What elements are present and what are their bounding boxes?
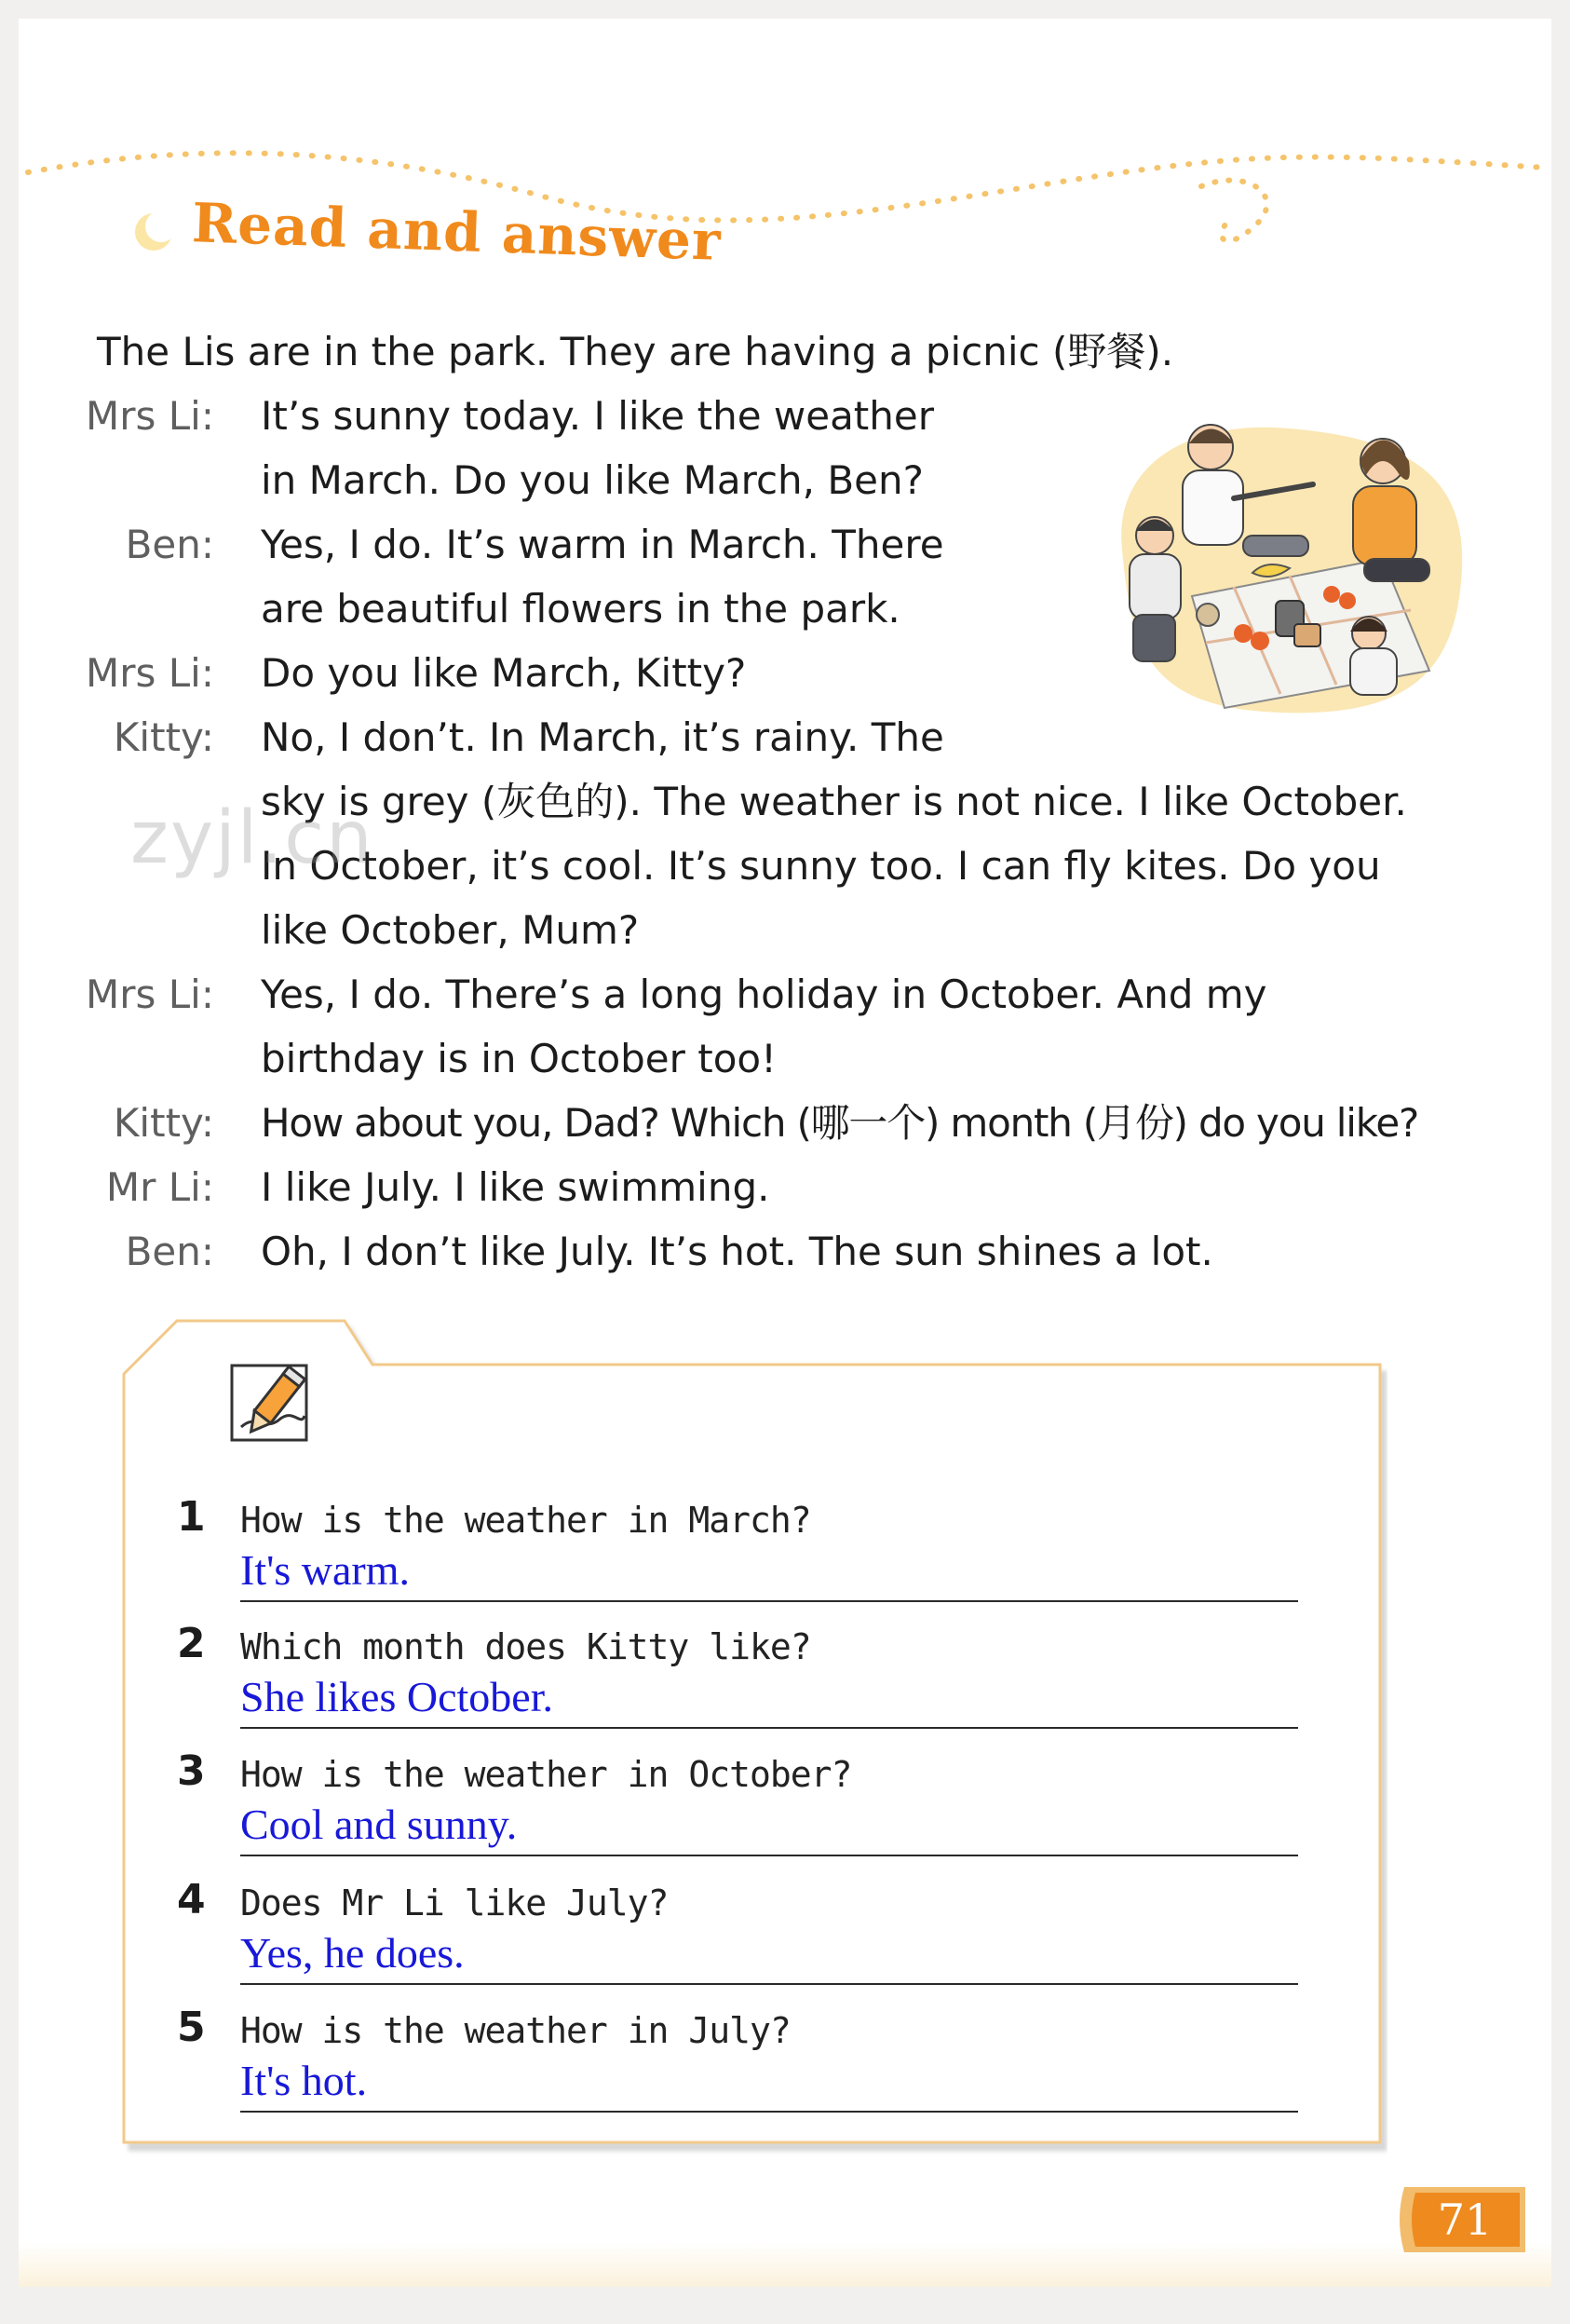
speaker-label: Mrs Li: (86, 650, 214, 696)
speaker-label: Mrs Li: (86, 393, 214, 439)
answer-text: It's warm. (240, 1546, 411, 1594)
answer-line (240, 1600, 1298, 1602)
question-text: How is the weather in July? (240, 2010, 791, 2051)
watermark: zyjl.cn (130, 796, 374, 880)
question-number: 3 (177, 1747, 206, 1795)
speech-text: sky is grey (灰色的). The weather is not nice. I like October. (261, 779, 1407, 824)
speech-text: How about you, Dad? Which (哪一个) month (月份) do you like? (261, 1100, 1419, 1146)
dialogue-line (74, 1091, 1509, 1155)
answer-text: Cool and sunny. (240, 1801, 518, 1848)
pencil-writing-icon (228, 1362, 314, 1447)
answer-line (240, 1983, 1298, 1985)
answer-text: It's hot. (240, 2057, 368, 2104)
question-text: How is the weather in March? (240, 1500, 811, 1541)
question-number: 4 (177, 1876, 206, 1923)
speech-text: No, I don’t. In March, it’s rainy. The (261, 714, 944, 760)
dialogue-line (74, 1026, 1509, 1091)
speech-text: like October, Mum? (261, 907, 640, 953)
textbook-page (19, 19, 1551, 2287)
section-title: Read and answer (190, 191, 723, 273)
page-number: 71 (1437, 2195, 1493, 2245)
speech-text: Oh, I don’t like July. It’s hot. The sun shines a lot. (261, 1229, 1213, 1274)
question-text: How is the weather in October? (240, 1754, 852, 1795)
family-picnic-illustration (1103, 410, 1476, 727)
dialogue-line (74, 1219, 1509, 1284)
dialogue-line (74, 769, 1509, 834)
speaker-label: Mrs Li: (86, 972, 214, 1017)
question-number: 1 (177, 1493, 206, 1541)
speech-text: Yes, I do. It’s warm in March. There (261, 522, 944, 567)
crescent-moon-icon (130, 209, 177, 255)
speaker-label: Ben: (125, 522, 214, 567)
answer-line (240, 2111, 1298, 2113)
speaker-label: Kitty: (113, 714, 214, 760)
dialogue-line (74, 834, 1509, 898)
speaker-label: Ben: (125, 1229, 214, 1274)
question-number: 5 (177, 2004, 206, 2051)
speech-text: Yes, I do. There’s a long holiday in October. And my (261, 972, 1267, 1017)
bottom-strip (19, 2242, 1551, 2287)
section-heading (130, 191, 723, 273)
speech-text: I like July. I like swimming. (261, 1164, 770, 1210)
question-text: Does Mr Li like July? (240, 1882, 669, 1923)
dialogue-line (74, 1155, 1509, 1219)
speaker-label: Kitty: (113, 1100, 214, 1146)
speech-text: In October, it’s cool. It’s sunny too. I can fly kites. Do you (261, 843, 1381, 889)
speech-text: Do you like March, Kitty? (261, 650, 747, 696)
question-number: 2 (177, 1620, 206, 1667)
speech-text: in March. Do you like March, Ben? (261, 457, 924, 503)
answer-line (240, 1727, 1298, 1729)
dialogue-line (74, 962, 1509, 1026)
speech-text: It’s sunny today. I like the weather (261, 393, 935, 439)
speech-text: are beautiful flowers in the park. (261, 586, 900, 632)
speaker-label: Mr Li: (105, 1164, 214, 1210)
answer-text: She likes October. (240, 1673, 553, 1720)
question-text: Which month does Kitty like? (240, 1626, 811, 1667)
intro-text: The Lis are in the park. They are having a picnic (野餐). (97, 329, 1174, 374)
speech-text: birthday is in October too! (261, 1036, 777, 1081)
answer-text: Yes, he does. (240, 1929, 465, 1977)
answer-line (240, 1855, 1298, 1856)
dialogue-line (74, 898, 1509, 962)
